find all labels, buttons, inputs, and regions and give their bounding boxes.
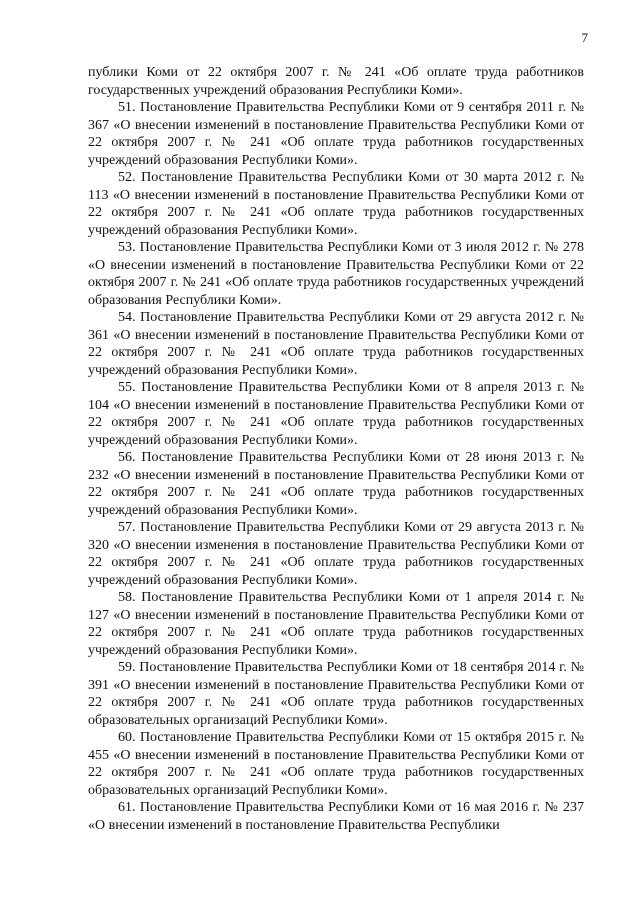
list-item: 57. Постановление Правительства Республики Коми от 29 августа 2013 г. № 320 «О внесении изменения в постановление Правительства Республики Коми от 22 октября 2007 г. № 241 «Об оплате труда работников государственных учреждений образования Республики Коми». [88,520,584,588]
list-item: 53. Постановление Правительства Республики Коми от 3 июля 2012 г. № 278 «О внесении изменений в постановление Правительства Республики Коми от 22 октября 2007 г. № 241 «Об оплате труда работников государственных учреждений образования Республики Коми». [88,240,584,308]
list-item: 60. Постановление Правительства Республики Коми от 15 октября 2015 г. № 455 «О внесении изменений в постановление Правительства Республики Коми от 22 октября 2007 г. № 241 «Об оплате труда работников государственных образовательных организаций Республики Коми». [88,730,584,798]
document-body [88,64,584,834]
list-item: 59. Постановление Правительства Республики Коми от 18 сентября 2014 г. № 391 «О внесении изменений в постановление Правительства Республики Коми от 22 октября 2007 г. № 241 «Об оплате труда работников государственных образовательных организаций Республики Коми». [88,660,584,728]
list-item: 54. Постановление Правительства Республики Коми от 29 августа 2012 г. № 361 «О внесении изменений в постановление Правительства Республики Коми от 22 октября 2007 г. № 241 «Об оплате труда работников государственных учреждений образования Республики Коми». [88,310,584,378]
list-item: 61. Постановление Правительства Республики Коми от 16 мая 2016 г. № 237 «О внесении изменений в постановление Правительства Республики [88,800,584,833]
list-item: 52. Постановление Правительства Республики Коми от 30 марта 2012 г. № 113 «О внесении изменений в постановление Правительства Республики Коми от 22 октября 2007 г. № 241 «Об оплате труда работников государственных учреждений образования Республики Коми». [88,170,584,238]
list-item: 55. Постановление Правительства Республики Коми от 8 апреля 2013 г. № 104 «О внесении изменений в постановление Правительства Республики Коми от 22 октября 2007 г. № 241 «Об оплате труда работников государственных учреждений образования Республики Коми». [88,380,584,448]
continuation-paragraph: публики Коми от 22 октября 2007 г. № 241 «Об оплате труда работников государственных учреждений образования Республики Коми». [88,65,584,98]
list-item: 58. Постановление Правительства Республики Коми от 1 апреля 2014 г. № 127 «О внесении изменений в постановление Правительства Республики Коми от 22 октября 2007 г. № 241 «Об оплате труда работников государственных учреждений образования Республики Коми». [88,590,584,658]
page-number: 7 [581,30,588,45]
list-item: 56. Постановление Правительства Республики Коми от 28 июня 2013 г. № 232 «О внесении изменений в постановление Правительства Республики Коми от 22 октября 2007 г. № 241 «Об оплате труда работников государственных учреждений образования Республики Коми». [88,450,584,518]
list-item: 51. Постановление Правительства Республики Коми от 9 сентября 2011 г. № 367 «О внесении изменений в постановление Правительства Республики Коми от 22 октября 2007 г. № 241 «Об оплате труда работников государственных учреждений образования Республики Коми». [88,100,584,168]
